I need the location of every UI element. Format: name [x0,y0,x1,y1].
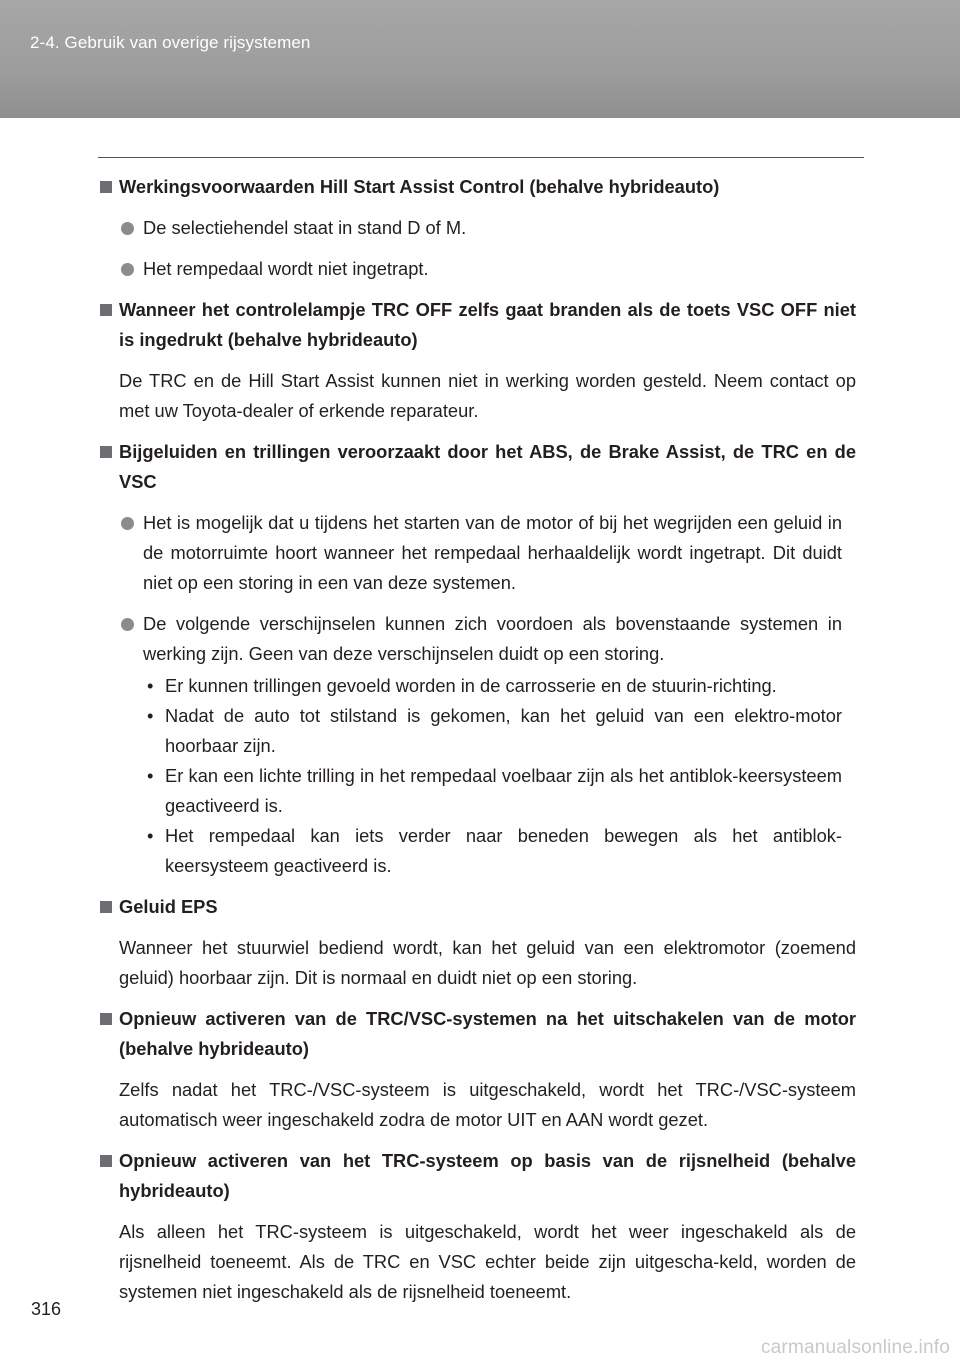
circle-bullet-icon [121,618,134,631]
sub-list-item-text: Het rempedaal kan iets verder naar beneden bewegen als het antiblok-keersysteem geactiveerd is. [165,825,842,876]
list-item [100,609,856,881]
list-item-text: Het is mogelijk dat u tijdens het starten van de motor of bij het wegrijden een geluid in de motorruimte hoort wanneer het rempedaal herhaaldelijk wordt ingetrapt. Dit duidt niet op een storing in een van deze systemen. [143,512,842,593]
square-bullet-icon [100,1013,112,1025]
section-heading [100,437,856,497]
dot-marker-icon: • [147,765,154,786]
circle-bullet-icon [121,517,134,530]
sub-list-item-text: Nadat de auto tot stilstand is gekomen, kan het geluid van een elektro-motor hoorbaar zijn. [165,705,842,756]
list-item [100,213,856,243]
section-eps-noise [100,892,856,993]
section-heading [100,1146,856,1206]
square-bullet-icon [100,446,112,458]
dot-marker-icon: • [147,825,154,846]
section-reactivate-trc-speed [100,1146,856,1307]
list-item-text: De selectiehendel staat in stand D of M. [143,217,467,238]
sub-list [143,671,842,881]
dot-marker-icon: • [147,705,154,726]
section-title: 2-4. Gebruik van overige rijsystemen [30,33,311,52]
circle-bullet-icon [121,263,134,276]
list-item-text: Het rempedaal wordt niet ingetrapt. [143,258,429,279]
sub-list-item [143,671,842,701]
square-bullet-icon [100,304,112,316]
section-hill-start-conditions [100,172,856,284]
list-item [100,254,856,284]
sub-list-item [143,701,842,761]
circle-bullet-icon [121,222,134,235]
section-heading-text: Opnieuw activeren van de TRC/VSC-systemen na het uitschakelen van de motor (behalve hybrideauto) [119,1008,856,1059]
section-paragraph: Als alleen het TRC-systeem is uitgeschakeld, wordt het weer ingeschakeld als de rijsnelheid toeneemt. Als de TRC en VSC echter beide zijn uitgescha-keld, worden de systemen niet ingeschakeld als de rijsnelheid toeneemt. [119,1221,856,1302]
sub-list-item [143,821,842,881]
section-heading [100,1004,856,1064]
page-number: 316 [31,1299,62,1319]
section-paragraph: Wanneer het stuurwiel bediend wordt, kan het geluid van een elektromotor (zoemend geluid) hoorbaar zijn. Dit is normaal en duidt niet op een storing. [119,937,856,988]
section-heading [100,892,856,922]
header-rule [98,157,864,158]
section-heading-text: Werkingsvoorwaarden Hill Start Assist Control (behalve hybrideauto) [119,176,720,197]
section-heading [100,172,856,202]
section-heading-text: Wanneer het controlelampje TRC OFF zelfs gaat branden als de toets VSC OFF niet is ingedrukt (behalve hybrideauto) [119,299,856,350]
section-reactivate-trc-vsc [100,1004,856,1135]
dot-marker-icon: • [147,675,154,696]
square-bullet-icon [100,181,112,193]
header-band [0,0,960,118]
sub-list-item [143,761,842,821]
list-item [100,508,856,598]
section-paragraph: Zelfs nadat het TRC-/VSC-systeem is uitgeschakeld, wordt het TRC-/VSC-systeem automatisch weer ingeschakeld zodra de motor UIT en AAN wordt gezet. [119,1079,856,1130]
list-item-text: De volgende verschijnselen kunnen zich voordoen als bovenstaande systemen in werking zijn. Geen van deze verschijnselen duidt op een storing. [143,613,842,664]
sub-list-item-text: Er kunnen trillingen gevoeld worden in de carrosserie en de stuurin-richting. [165,675,777,696]
section-heading-text: Bijgeluiden en trillingen veroorzaakt door het ABS, de Brake Assist, de TRC en de VSC [119,441,856,492]
square-bullet-icon [100,1155,112,1167]
section-heading [100,295,856,355]
content [100,172,856,1318]
section-trc-off-lamp [100,295,856,426]
watermark: carmanualsonline.info [760,1337,950,1358]
square-bullet-icon [100,901,112,913]
section-noises-vibrations [100,437,856,881]
sub-list-item-text: Er kan een lichte trilling in het rempedaal voelbaar zijn als het antiblok-keersysteem geactiveerd is. [165,765,842,816]
section-heading-text: Geluid EPS [119,896,218,917]
section-heading-text: Opnieuw activeren van het TRC-systeem op basis van de rijsnelheid (behalve hybrideauto) [119,1150,856,1201]
section-paragraph: De TRC en de Hill Start Assist kunnen niet in werking worden gesteld. Neem contact op met uw Toyota-dealer of erkende reparateur. [119,370,856,421]
